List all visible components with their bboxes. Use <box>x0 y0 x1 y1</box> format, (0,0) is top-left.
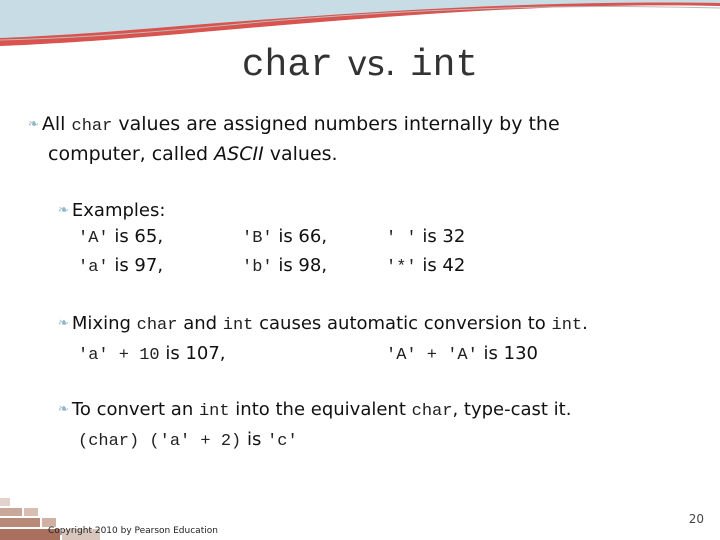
intro-bullet: ❧ All char values are assigned numbers internally by the <box>28 113 560 136</box>
example-row-1-col-1: 'A' is 65, <box>78 226 164 248</box>
title-vs: vs. <box>347 44 396 84</box>
bullet-icon: ❧ <box>58 203 69 218</box>
bullet-icon: ❧ <box>58 316 69 331</box>
copyright-notice: Copyright 2010 by Pearson Education <box>48 526 218 536</box>
title-char: char <box>241 44 333 87</box>
slide-title <box>0 40 720 87</box>
page-number: 20 <box>688 512 704 526</box>
examples-heading: ❧ Examples: <box>58 200 166 221</box>
example-row-2-col-2: 'b' is 98, <box>242 255 328 277</box>
bullet-icon: ❧ <box>28 117 39 132</box>
title-int: int <box>409 44 479 87</box>
example-row-1-col-3: ' ' is 32 <box>386 226 466 248</box>
convert-example: (char) ('a' + 2) is 'c' <box>78 429 298 451</box>
mixing-bullet: ❧ Mixing char and int causes automatic conversion to int. <box>58 313 588 335</box>
example-row-1-col-2: 'B' is 66, <box>242 226 328 248</box>
convert-bullet: ❧ To convert an int into the equivalent char, type-cast it. <box>58 399 572 421</box>
example-row-2-col-3: '*' is 42 <box>386 255 466 277</box>
mixing-example-1: 'a' + 10 is 107, <box>78 343 226 365</box>
intro-bullet-line2: computer, called ASCII values. <box>48 143 338 165</box>
bullet-icon: ❧ <box>58 402 69 417</box>
example-row-2-col-1: 'a' is 97, <box>78 255 164 277</box>
mixing-example-2: 'A' + 'A' is 130 <box>386 343 539 365</box>
